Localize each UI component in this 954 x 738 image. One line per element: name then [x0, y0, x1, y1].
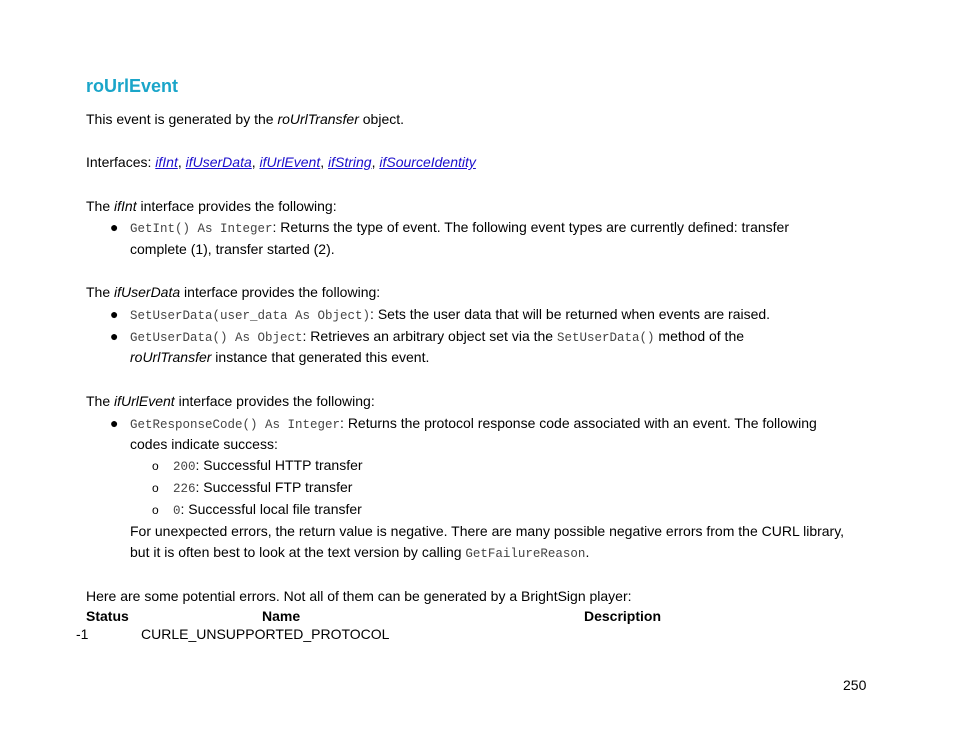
bullet-icon: ● [110, 219, 119, 235]
bullet-icon: ● [110, 306, 119, 322]
method-description: : Returns the type of event. The following event types are currently defined: transfer [272, 219, 789, 235]
method-description: : Retrieves an arbitrary object set via the [302, 328, 557, 344]
separator: , [371, 154, 380, 170]
method-description: instance that generated this event. [211, 349, 430, 365]
interface-name: ifUrlEvent [114, 393, 175, 409]
method-description: : Sets the user data that will be returned when events are raised. [370, 306, 771, 322]
method-description: : Returns the protocol response code associated with an event. The following [340, 415, 817, 431]
method-description: method of the [654, 328, 745, 344]
ifuserdata-method-2-cont [130, 349, 429, 365]
object-name: roUrlTransfer [130, 349, 212, 365]
lead-text: interface provides the following: [174, 393, 375, 409]
errors-intro: Here are some potential errors. Not all of them can be generated by a BrightSign player: [86, 588, 632, 604]
link-ifurlevent[interactable]: ifUrlEvent [259, 154, 321, 170]
errors-explanation-line-1: For unexpected errors, the return value is negative. There are many possible negative errors from the CURL library, [130, 523, 845, 539]
bullet-icon: ● [110, 415, 119, 431]
response-code-description: : Successful local file transfer [180, 501, 362, 517]
page-title: roUrlEvent [86, 76, 179, 96]
method-signature: GetInt() As Integer [130, 222, 273, 236]
ifint-lead [86, 198, 337, 214]
table-cell-name: CURLE_UNSUPPORTED_PROTOCOL [141, 626, 390, 642]
lead-text: interface provides the following: [136, 198, 337, 214]
link-ifuserdata[interactable]: ifUserData [185, 154, 252, 170]
response-code: 226 [173, 482, 196, 496]
ifurlevent-method-1 [130, 415, 817, 432]
ifuserdata-method-1 [130, 306, 770, 323]
table-header-description: Description [584, 608, 662, 624]
method-signature: SetUserData(user_data As Object) [130, 309, 371, 323]
separator: , [177, 154, 186, 170]
errors-explanation-line-2 [130, 544, 589, 561]
interfaces-label: Interfaces: [86, 154, 156, 170]
response-code: 200 [173, 460, 196, 474]
lead-text: The [86, 284, 115, 300]
circle-bullet-icon: o [152, 503, 159, 517]
interfaces-line [86, 154, 476, 170]
link-ifsourceidentity[interactable]: ifSourceIdentity [379, 154, 476, 170]
circle-bullet-icon: o [152, 459, 159, 473]
circle-bullet-icon: o [152, 481, 159, 495]
table-header-status: Status [86, 608, 129, 624]
table-header-name: Name [262, 608, 301, 624]
interface-name: ifUserData [114, 284, 181, 300]
separator: , [251, 154, 260, 170]
table-cell-status: -1 [76, 626, 89, 642]
ifint-method-1-cont: complete (1), transfer started (2). [130, 241, 335, 257]
page-number: 250 [843, 677, 867, 693]
intro-text: This event is generated by the [86, 111, 278, 127]
ifint-method-1 [130, 219, 789, 236]
lead-text: The [86, 393, 115, 409]
ifurlevent-method-1-cont: codes indicate success: [130, 436, 278, 452]
response-code-description: : Successful HTTP transfer [195, 457, 363, 473]
response-code: 0 [173, 504, 181, 518]
method-signature: GetUserData() As Object [130, 331, 303, 345]
bullet-icon: ● [110, 328, 119, 344]
inline-code: SetUserData() [556, 331, 655, 345]
separator: , [320, 154, 329, 170]
response-code-description: : Successful FTP transfer [195, 479, 353, 495]
explanation-text: but it is often best to look at the text version by calling [130, 544, 466, 560]
lead-text: The [86, 198, 115, 214]
code-item [173, 457, 363, 474]
link-ifint[interactable]: ifInt [155, 154, 178, 170]
inline-code: GetFailureReason [465, 547, 586, 561]
explanation-text: . [585, 544, 590, 560]
intro-paragraph [86, 111, 404, 127]
interface-name: ifInt [114, 198, 137, 214]
link-ifstring[interactable]: ifString [328, 154, 372, 170]
code-item [173, 479, 352, 496]
ifuserdata-lead [86, 284, 380, 300]
ifuserdata-method-2 [130, 328, 744, 345]
code-item [173, 501, 362, 518]
intro-object-name: roUrlTransfer [277, 111, 359, 127]
intro-text-end: object. [358, 111, 405, 127]
method-signature: GetResponseCode() As Integer [130, 418, 341, 432]
ifurlevent-lead [86, 393, 375, 409]
lead-text: interface provides the following: [180, 284, 381, 300]
